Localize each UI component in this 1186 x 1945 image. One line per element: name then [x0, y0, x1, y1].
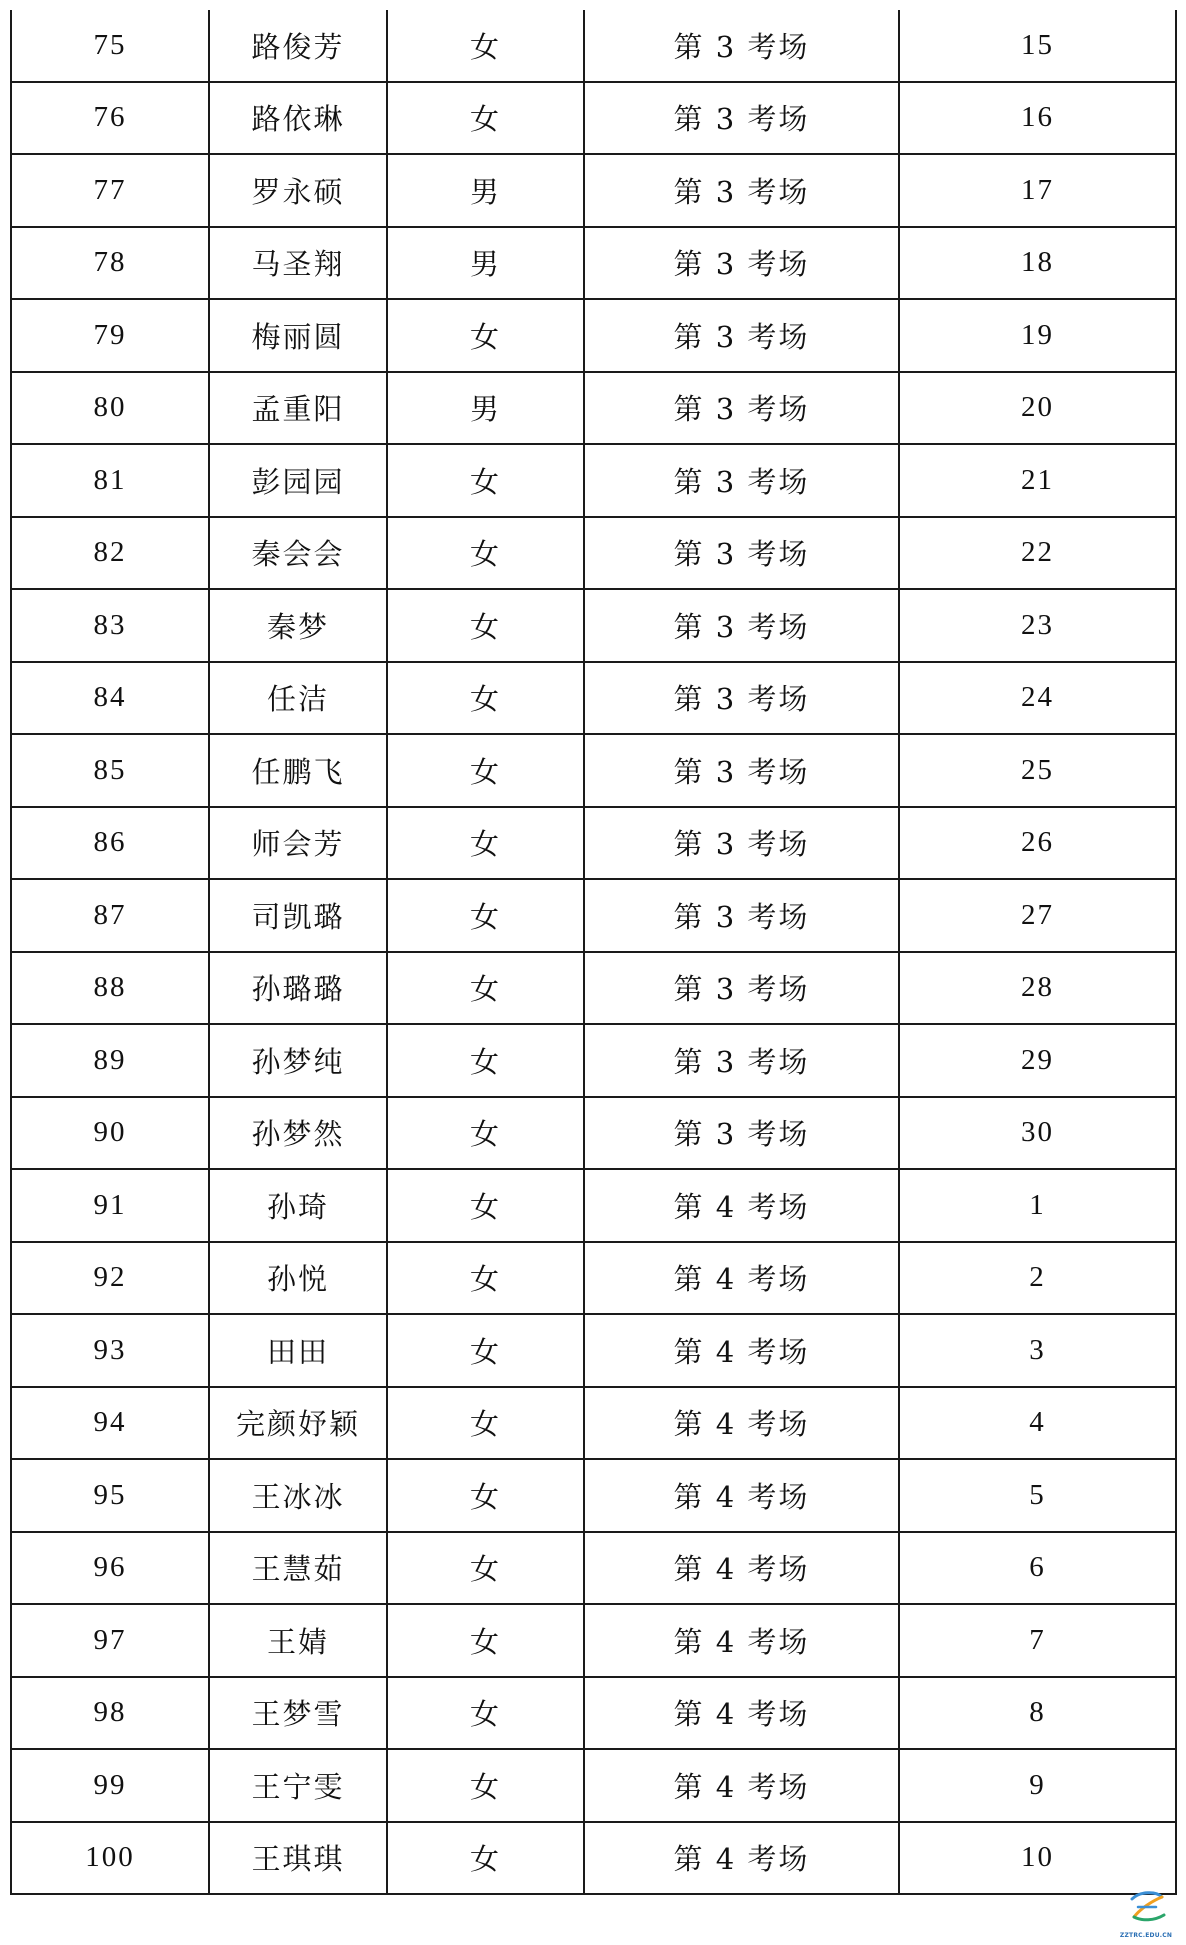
name-cell: 师会芳: [209, 807, 387, 880]
gender-cell: 女: [387, 299, 584, 372]
gender-cell: 女: [387, 82, 584, 155]
exam-room-cell: 第 3 考场: [584, 662, 899, 735]
seat-number-cell: 21: [899, 444, 1176, 517]
seq-cell: 83: [11, 589, 209, 662]
name-cell: 路俊芳: [209, 10, 387, 82]
seq-cell: 95: [11, 1459, 209, 1532]
name-cell: 王冰冰: [209, 1459, 387, 1532]
gender-cell: 女: [387, 1097, 584, 1170]
table-row: [11, 1387, 1176, 1460]
gender-cell: 女: [387, 952, 584, 1025]
exam-room-cell: 第 3 考场: [584, 879, 899, 952]
name-cell: 孙梦纯: [209, 1024, 387, 1097]
seat-number-cell: 3: [899, 1314, 1176, 1387]
seat-number-cell: 9: [899, 1749, 1176, 1822]
seq-cell: 77: [11, 154, 209, 227]
exam-room-cell: 第 3 考场: [584, 1097, 899, 1170]
gender-cell: 女: [387, 1677, 584, 1750]
name-cell: 梅丽圆: [209, 299, 387, 372]
table-row: [11, 1242, 1176, 1315]
table-row: [11, 952, 1176, 1025]
exam-room-cell: 第 4 考场: [584, 1532, 899, 1605]
table-row: [11, 10, 1176, 82]
exam-room-cell: 第 3 考场: [584, 154, 899, 227]
gender-cell: 女: [387, 1459, 584, 1532]
seat-number-cell: 22: [899, 517, 1176, 590]
gender-cell: 女: [387, 1822, 584, 1895]
table-row: [11, 299, 1176, 372]
gender-cell: 男: [387, 227, 584, 300]
name-cell: 路依琳: [209, 82, 387, 155]
exam-room-cell: 第 4 考场: [584, 1604, 899, 1677]
seat-number-cell: 15: [899, 10, 1176, 82]
seq-cell: 87: [11, 879, 209, 952]
gender-cell: 男: [387, 154, 584, 227]
seat-number-cell: 29: [899, 1024, 1176, 1097]
seq-cell: 89: [11, 1024, 209, 1097]
exam-room-cell: 第 3 考场: [584, 1024, 899, 1097]
seq-cell: 76: [11, 82, 209, 155]
gender-cell: 女: [387, 1387, 584, 1460]
gender-cell: 女: [387, 517, 584, 590]
exam-room-cell: 第 3 考场: [584, 444, 899, 517]
exam-room-cell: 第 3 考场: [584, 517, 899, 590]
exam-room-cell: 第 4 考场: [584, 1169, 899, 1242]
school-logo-icon: [1118, 1887, 1174, 1931]
table-row: [11, 879, 1176, 952]
name-cell: 孟重阳: [209, 372, 387, 445]
seat-number-cell: 8: [899, 1677, 1176, 1750]
name-cell: 彭园园: [209, 444, 387, 517]
exam-room-cell: 第 4 考场: [584, 1314, 899, 1387]
table-row: [11, 1677, 1176, 1750]
seq-cell: 79: [11, 299, 209, 372]
exam-room-cell: 第 4 考场: [584, 1822, 899, 1895]
table-row: [11, 1459, 1176, 1532]
table-row: [11, 227, 1176, 300]
seq-cell: 93: [11, 1314, 209, 1387]
seat-number-cell: 28: [899, 952, 1176, 1025]
seq-cell: 82: [11, 517, 209, 590]
seq-cell: 81: [11, 444, 209, 517]
seq-cell: 98: [11, 1677, 209, 1750]
gender-cell: 女: [387, 1532, 584, 1605]
exam-room-cell: 第 3 考场: [584, 10, 899, 82]
name-cell: 田田: [209, 1314, 387, 1387]
name-cell: 孙悦: [209, 1242, 387, 1315]
table-row: [11, 1097, 1176, 1170]
name-cell: 完颜妤颖: [209, 1387, 387, 1460]
table-row: [11, 517, 1176, 590]
gender-cell: 女: [387, 879, 584, 952]
name-cell: 孙璐璐: [209, 952, 387, 1025]
seat-number-cell: 7: [899, 1604, 1176, 1677]
exam-room-cell: 第 3 考场: [584, 372, 899, 445]
exam-room-cell: 第 3 考场: [584, 734, 899, 807]
exam-roster-sheet: [10, 10, 1175, 1895]
exam-room-cell: 第 4 考场: [584, 1749, 899, 1822]
name-cell: 王梦雪: [209, 1677, 387, 1750]
name-cell: 孙琦: [209, 1169, 387, 1242]
seq-cell: 90: [11, 1097, 209, 1170]
gender-cell: 女: [387, 444, 584, 517]
table-row: [11, 1169, 1176, 1242]
seat-number-cell: 18: [899, 227, 1176, 300]
seq-cell: 88: [11, 952, 209, 1025]
name-cell: 罗永硕: [209, 154, 387, 227]
seat-number-cell: 5: [899, 1459, 1176, 1532]
name-cell: 王婧: [209, 1604, 387, 1677]
table-row: [11, 1604, 1176, 1677]
exam-room-cell: 第 3 考场: [584, 82, 899, 155]
seq-cell: 97: [11, 1604, 209, 1677]
name-cell: 任洁: [209, 662, 387, 735]
gender-cell: 女: [387, 1604, 584, 1677]
name-cell: 王宁雯: [209, 1749, 387, 1822]
name-cell: 秦会会: [209, 517, 387, 590]
gender-cell: 女: [387, 10, 584, 82]
gender-cell: 女: [387, 589, 584, 662]
seat-number-cell: 4: [899, 1387, 1176, 1460]
gender-cell: 女: [387, 1169, 584, 1242]
gender-cell: 女: [387, 1314, 584, 1387]
table-row: [11, 807, 1176, 880]
seq-cell: 80: [11, 372, 209, 445]
seat-number-cell: 27: [899, 879, 1176, 952]
seq-cell: 85: [11, 734, 209, 807]
seat-number-cell: 20: [899, 372, 1176, 445]
table-row: [11, 1822, 1176, 1895]
table-row: [11, 589, 1176, 662]
seat-number-cell: 19: [899, 299, 1176, 372]
seq-cell: 75: [11, 10, 209, 82]
name-cell: 任鹏飞: [209, 734, 387, 807]
table-row: [11, 154, 1176, 227]
seat-number-cell: 30: [899, 1097, 1176, 1170]
name-cell: 王慧茹: [209, 1532, 387, 1605]
exam-room-cell: 第 3 考场: [584, 952, 899, 1025]
seq-cell: 99: [11, 1749, 209, 1822]
seq-cell: 92: [11, 1242, 209, 1315]
table-row: [11, 1314, 1176, 1387]
seat-number-cell: 6: [899, 1532, 1176, 1605]
gender-cell: 女: [387, 662, 584, 735]
gender-cell: 女: [387, 1242, 584, 1315]
watermark: [1118, 1887, 1174, 1939]
seq-cell: 86: [11, 807, 209, 880]
seq-cell: 96: [11, 1532, 209, 1605]
roster-body: [11, 10, 1176, 1894]
seat-number-cell: 24: [899, 662, 1176, 735]
table-row: [11, 1024, 1176, 1097]
table-row: [11, 444, 1176, 517]
name-cell: 秦梦: [209, 589, 387, 662]
table-row: [11, 82, 1176, 155]
table-row: [11, 662, 1176, 735]
seq-cell: 91: [11, 1169, 209, 1242]
name-cell: 王琪琪: [209, 1822, 387, 1895]
watermark-text: ZZTRC.EDU.CN: [1119, 1932, 1173, 1939]
gender-cell: 女: [387, 734, 584, 807]
seat-number-cell: 25: [899, 734, 1176, 807]
seat-number-cell: 1: [899, 1169, 1176, 1242]
name-cell: 马圣翔: [209, 227, 387, 300]
exam-room-cell: 第 3 考场: [584, 807, 899, 880]
seat-number-cell: 26: [899, 807, 1176, 880]
exam-room-cell: 第 4 考场: [584, 1459, 899, 1532]
exam-room-cell: 第 4 考场: [584, 1387, 899, 1460]
exam-room-cell: 第 3 考场: [584, 227, 899, 300]
table-row: [11, 1749, 1176, 1822]
gender-cell: 女: [387, 1749, 584, 1822]
table-row: [11, 372, 1176, 445]
seq-cell: 78: [11, 227, 209, 300]
exam-roster-table: [10, 10, 1177, 1895]
exam-room-cell: 第 4 考场: [584, 1242, 899, 1315]
name-cell: 司凯璐: [209, 879, 387, 952]
seq-cell: 94: [11, 1387, 209, 1460]
seq-cell: 100: [11, 1822, 209, 1895]
table-row: [11, 1532, 1176, 1605]
table-row: [11, 734, 1176, 807]
seat-number-cell: 16: [899, 82, 1176, 155]
seq-cell: 84: [11, 662, 209, 735]
gender-cell: 男: [387, 372, 584, 445]
seat-number-cell: 10: [899, 1822, 1176, 1895]
name-cell: 孙梦然: [209, 1097, 387, 1170]
seat-number-cell: 17: [899, 154, 1176, 227]
seat-number-cell: 2: [899, 1242, 1176, 1315]
exam-room-cell: 第 4 考场: [584, 1677, 899, 1750]
exam-room-cell: 第 3 考场: [584, 589, 899, 662]
gender-cell: 女: [387, 1024, 584, 1097]
exam-room-cell: 第 3 考场: [584, 299, 899, 372]
seat-number-cell: 23: [899, 589, 1176, 662]
gender-cell: 女: [387, 807, 584, 880]
